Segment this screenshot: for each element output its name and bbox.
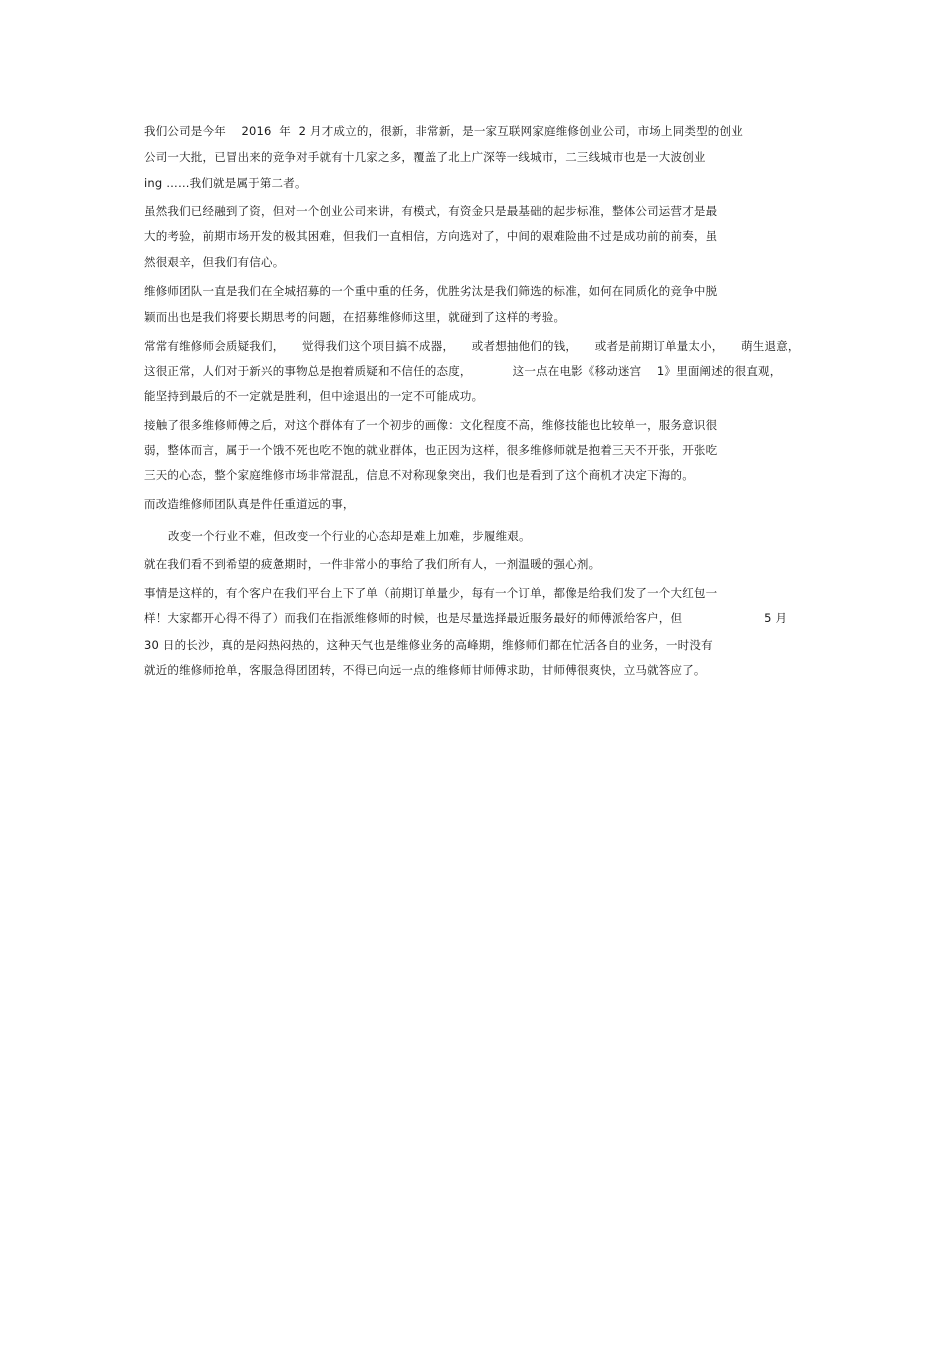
paragraph-1-line-3: ing ……我们就是属于第二者。 <box>144 176 307 190</box>
paragraph-4-line-2: 这很正常，人们对于新兴的事物总是抱着质疑和不信任的态度， 这一点在电影《移动迷宫 1》里面阐述的很直观， <box>144 364 782 378</box>
paragraph-9-line-1: 事情是这样的，有个客户在我们平台上下了单（前期订单量少，每有一个订单，都像是给我们发了一个大红包一 <box>144 586 718 600</box>
paragraph-5-line-3: 三天的心态，整个家庭维修市场非常混乱，信息不对称现象突出，我们也是看到了这个商机才决定下海的。 <box>144 468 694 482</box>
paragraph-5-line-1: 接触了很多维修师傅之后，对这个群体有了一个初步的画像：文化程度不高，维修技能也比较单一，服务意识很 <box>144 418 718 432</box>
paragraph-2-line-1: 虽然我们已经融到了资，但对一个创业公司来讲，有模式，有资金只是最基础的起步标准，整体公司运营才是最 <box>144 204 718 218</box>
paragraph-7-line-1: 改变一个行业不难，但改变一个行业的心态却是难上加难，步履维艰。 <box>168 529 531 543</box>
paragraph-2-line-2: 大的考验，前期市场开发的极其困难，但我们一直相信，方向选对了，中间的艰难险曲不过是成功前的前奏，虽 <box>144 229 718 243</box>
paragraph-9-line-4: 就近的维修师抢单，客服急得团团转，不得已向远一点的维修师甘师傅求助，甘师傅很爽快，立马就答应了。 <box>144 663 706 677</box>
paragraph-6-line-1: 而改造维修师团队真是件任重道远的事， <box>144 497 355 511</box>
paragraph-4-line-1: 常常有维修师会质疑我们， 觉得我们这个项目搞不成器， 或者想抽他们的钱， 或者是前期订单量太小， 萌生退意， <box>144 339 800 353</box>
paragraph-1-line-1: 我们公司是今年 2016 年 2 月才成立的，很新，非常新，是一家互联网家庭维修创业公司，市场上同类型的创业 <box>144 124 743 138</box>
paragraph-3-line-2: 颖而出也是我们将要长期思考的问题，在招募维修师这里，就碰到了这样的考验。 <box>144 310 566 324</box>
paragraph-1-line-2: 公司一大批，已冒出来的竞争对手就有十几家之多，覆盖了北上广深等一线城市，二三线城市也是一大波创业 <box>144 150 706 164</box>
paragraph-9-line-3: 30 日的长沙，真的是闷热闷热的，这种天气也是维修业务的高峰期，维修师们都在忙活各自的业务，一时没有 <box>144 638 713 652</box>
paragraph-9-line-2: 样！大家都开心得不得了）而我们在指派维修师的时候，也是尽量选择最近服务最好的师傅派给客户，但 5 月 <box>144 611 788 625</box>
paragraph-4-line-3: 能坚持到最后的不一定就是胜利，但中途退出的一定不可能成功。 <box>144 389 484 403</box>
paragraph-8-line-1: 就在我们看不到希望的疲惫期时，一件非常小的事给了我们所有人，一剂温暖的强心剂。 <box>144 557 601 571</box>
paragraph-3-line-1: 维修师团队一直是我们在全城招募的一个重中重的任务，优胜劣汰是我们筛选的标准，如何在同质化的竞争中脱 <box>144 284 718 298</box>
paragraph-5-line-2: 弱，整体而言，属于一个饿不死也吃不饱的就业群体，也正因为这样，很多维修师就是抱着三天不开张，开张吃 <box>144 443 718 457</box>
paragraph-2-line-3: 然很艰辛，但我们有信心。 <box>144 255 285 269</box>
